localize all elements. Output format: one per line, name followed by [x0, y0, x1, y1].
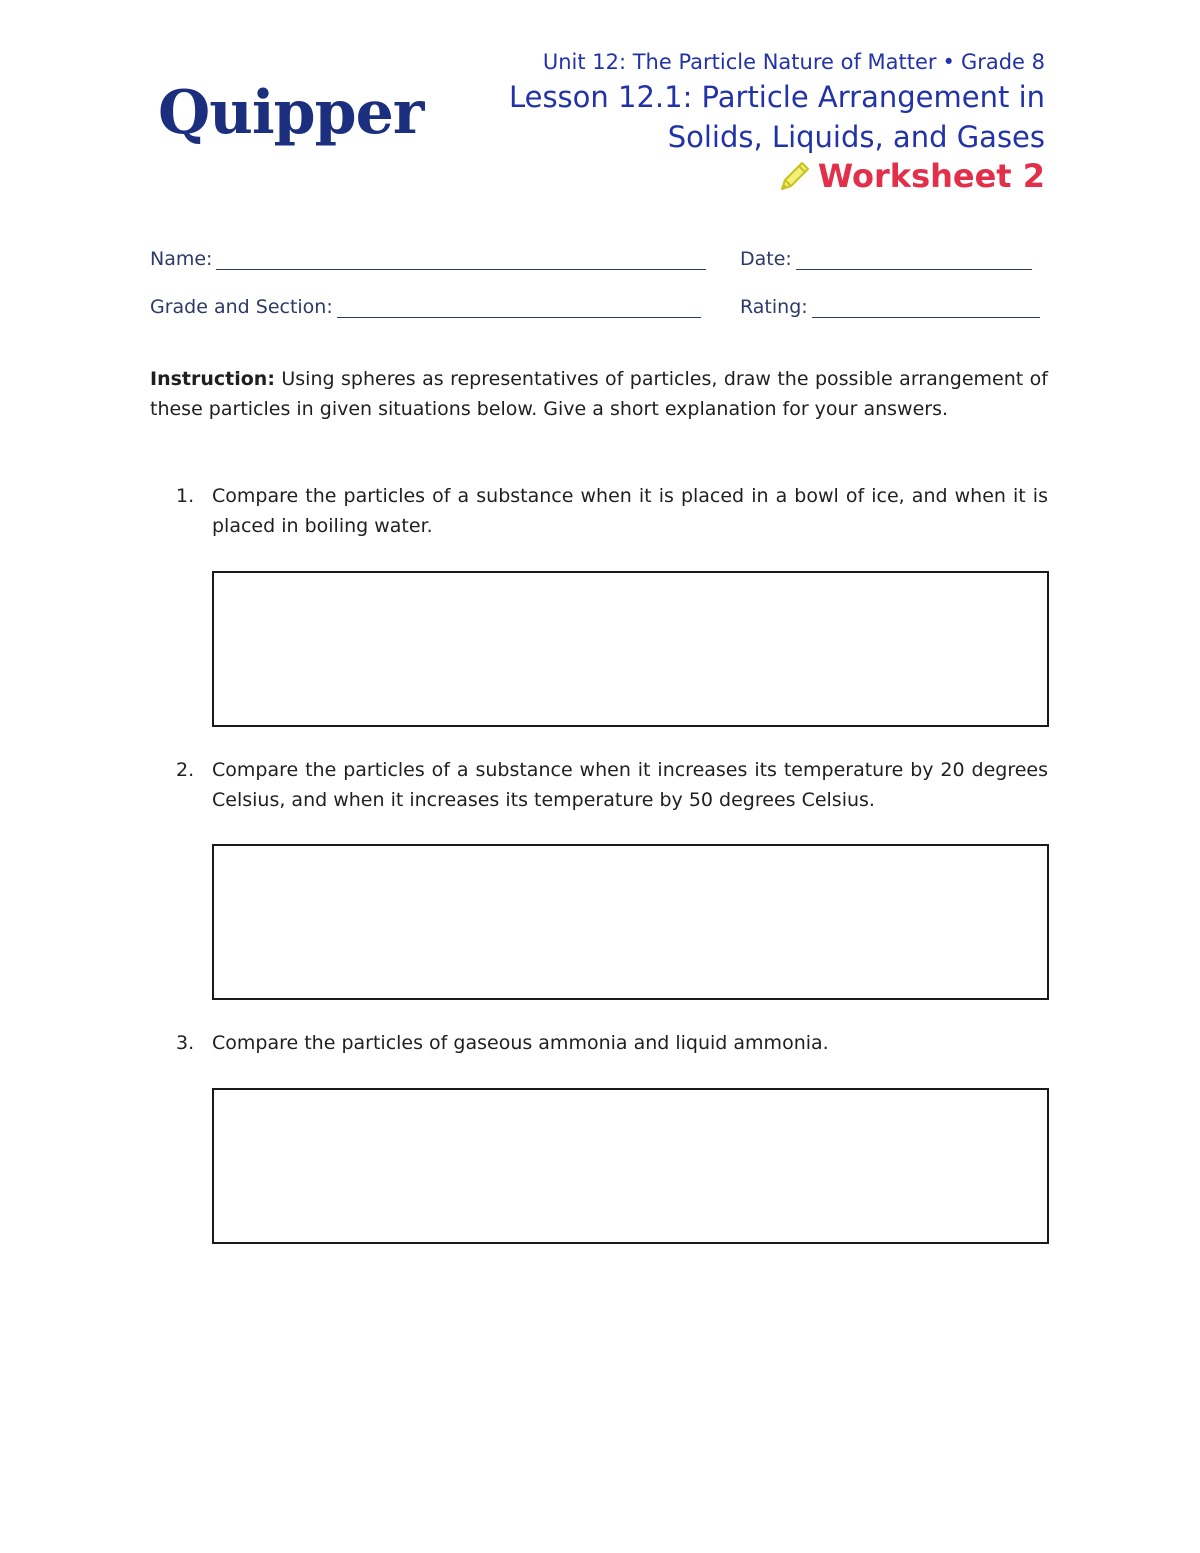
grade-section-label: Grade and Section: — [150, 296, 333, 318]
date-label: Date: — [740, 248, 792, 270]
name-label: Name: — [150, 248, 213, 270]
name-field[interactable] — [150, 248, 706, 270]
question-text: Compare the particles of a substance when it is placed in a bowl of ice, and when it is placed in boiling water. — [212, 485, 1048, 537]
instruction-text: Using spheres as representatives of particles, draw the possible arrangement of these particles in given situations below. Give a short explanation for your answers. — [150, 368, 1048, 420]
worksheet-header — [509, 48, 1045, 196]
worksheet-title — [509, 156, 1045, 196]
rating-field[interactable] — [740, 296, 1040, 318]
instruction-paragraph — [150, 364, 1048, 424]
question-1 — [176, 481, 1048, 541]
date-line[interactable] — [796, 251, 1032, 270]
question-number: 3. — [176, 1032, 195, 1054]
unit-line — [509, 48, 1045, 76]
question-number: 2. — [176, 759, 195, 781]
answer-box-3[interactable] — [212, 1088, 1049, 1244]
lesson-title-line-1: Lesson 12.1: Particle Arrangement in — [508, 80, 1045, 114]
name-line[interactable] — [216, 251, 706, 270]
question-text: Compare the particles of gaseous ammonia and liquid ammonia. — [212, 1032, 829, 1054]
separator: • — [942, 50, 955, 74]
instruction-label: Instruction: — [150, 368, 275, 390]
answer-box-1[interactable] — [212, 571, 1049, 727]
date-field[interactable] — [740, 248, 1032, 270]
grade-section-field[interactable] — [150, 296, 701, 318]
question-2 — [176, 755, 1048, 815]
question-3 — [176, 1028, 1048, 1058]
quipper-logo: Quipper — [158, 78, 424, 148]
grade-label: Grade 8 — [960, 50, 1045, 74]
pencil-icon — [778, 159, 812, 193]
grade-section-line[interactable] — [337, 299, 701, 318]
answer-box-2[interactable] — [212, 844, 1049, 1000]
rating-line[interactable] — [812, 299, 1040, 318]
unit-title: Unit 12: The Particle Nature of Matter — [542, 50, 937, 74]
question-number: 1. — [176, 485, 195, 507]
worksheet-label: Worksheet 2 — [817, 157, 1045, 195]
rating-label: Rating: — [740, 296, 808, 318]
question-text: Compare the particles of a substance when it increases its temperature by 20 degrees Celsius, and when it increases its temperature by 50 degrees Celsius. — [212, 759, 1048, 811]
lesson-title-line-2: Solids, Liquids, and Gases — [667, 120, 1045, 154]
